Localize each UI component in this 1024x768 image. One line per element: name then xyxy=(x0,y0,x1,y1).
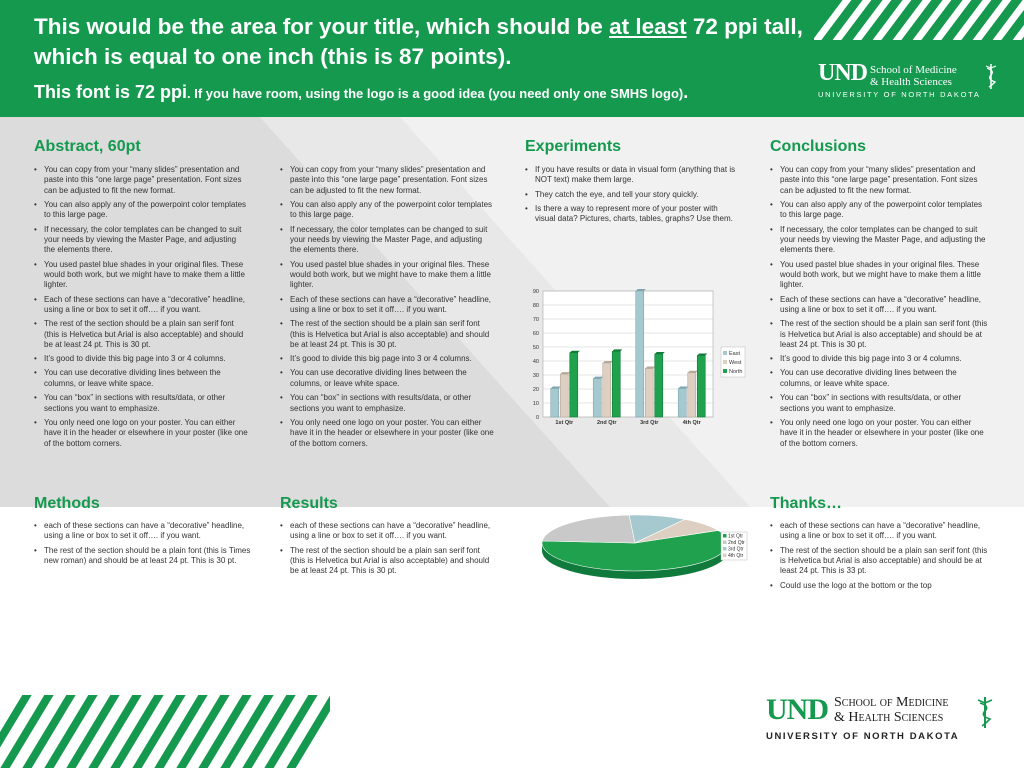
y-tick-label: 10 xyxy=(532,401,539,407)
list-item: • If you have results or data in visual form (anything that is NOT text) make them large. xyxy=(525,165,740,186)
list-item: • The rest of the section should be a plain san serif font (this is Helvetica but Arial is also acceptable) and should be at least 24 pt. This is 30 pt. xyxy=(280,319,495,350)
list-item: • They catch the eye, and tell your story quickly. xyxy=(525,190,740,200)
decorative-stripes-bottom xyxy=(0,695,330,768)
pie-chart xyxy=(535,505,775,595)
list-item: • The rest of the section should be a plain san serif font (this is Helvetica but Arial is also acceptable) and should be at least 24 pt. This is 33 pt. xyxy=(770,546,990,577)
list-item: • It’s good to divide this big page into 3 or 4 columns. xyxy=(280,354,495,364)
x-tick-label: 1st Qtr xyxy=(555,420,574,426)
list-item: • Could use the logo at the bottom or the top xyxy=(770,581,990,591)
legend-swatch xyxy=(723,541,727,545)
bar-top-face xyxy=(636,289,646,291)
conclusions-list xyxy=(770,165,990,453)
list-item: • You can “box” in sections with results/data, or other sections you want to emphasize. xyxy=(770,393,990,414)
y-tick-label: 0 xyxy=(535,415,539,421)
list-item: • You used pastel blue shades in your original files. These would both work, but we might have to make them a little lighter. xyxy=(280,260,495,291)
list-item: • The rest of the section should be a plain san serif font (this is Helvetica but Arial is also acceptable) and should be at least 24 pt. This is 30 pt. xyxy=(770,319,990,350)
list-item: • You can copy from your “many slides” presentation and paste into this “one large page” presentation. Font sizes can be adjusted to fit the new format. xyxy=(34,165,249,196)
list-item: • You can use decorative dividing lines between the columns, or leave white space. xyxy=(34,368,249,389)
bar-west xyxy=(560,374,568,417)
abstract-heading: Abstract, 60pt xyxy=(34,138,141,155)
bar-east xyxy=(593,379,601,417)
list-item: • Each of these sections can have a “decorative” headline, using a line or box to set it off…. if you want. xyxy=(280,295,495,316)
list-item: • You can copy from your “many slides” presentation and paste into this “one large page” presentation. Font sizes can be adjusted to fit the new format. xyxy=(280,165,495,196)
logo-line-2: & Health Sciences xyxy=(870,76,952,88)
legend-label: West xyxy=(729,360,742,366)
logo-university: UNIVERSITY OF NORTH DAKOTA xyxy=(818,90,981,99)
y-tick-label: 70 xyxy=(532,317,539,323)
bar-east xyxy=(551,388,559,417)
x-tick-label: 4th Qtr xyxy=(682,420,701,426)
y-tick-label: 90 xyxy=(532,289,539,295)
list-item: • If necessary, the color templates can be changed to suit your needs by viewing the Master Page, and adjusting the elements there. xyxy=(34,225,249,256)
caduceus-icon xyxy=(984,62,998,90)
bar-north xyxy=(697,356,705,417)
bar-north xyxy=(612,351,620,417)
conclusions-heading: Conclusions xyxy=(770,138,867,155)
methods-list xyxy=(34,521,254,570)
pie-slice xyxy=(542,515,635,543)
caduceus-icon xyxy=(976,695,994,729)
list-item: • You can use decorative dividing lines between the columns, or leave white space. xyxy=(770,368,990,389)
list-item: • You used pastel blue shades in your original files. These would both work, but we might have to make them a little lighter. xyxy=(770,260,990,291)
y-tick-label: 50 xyxy=(532,345,539,351)
y-tick-label: 80 xyxy=(532,303,539,309)
legend-swatch xyxy=(723,547,727,551)
legend-label: 1st Qtr xyxy=(728,533,744,540)
y-tick-label: 20 xyxy=(532,387,539,393)
poster-title: This would be the area for your title, which should be at least 72 ppi tall, which is equal to one inch (this is 87 points). xyxy=(34,14,803,69)
x-tick-label: 3rd Qtr xyxy=(640,420,659,426)
list-item: • You can copy from your “many slides” presentation and paste into this “one large page” presentation. Font sizes can be adjusted to fit the new format. xyxy=(770,165,990,196)
abstract-list xyxy=(34,165,249,453)
list-item: • You can “box” in sections with results/data, or other sections you want to emphasize. xyxy=(280,393,495,414)
list-item: • The rest of the section should be a plain san serif font (this is Helvetica but Arial is also acceptable) and should be at least 24 pt. This is 30 pt. xyxy=(34,319,249,350)
x-tick-label: 2nd Qtr xyxy=(596,420,617,426)
list-item: • Each of these sections can have a “decorative” headline, using a line or box to set it off…. if you want. xyxy=(770,295,990,316)
y-tick-label: 30 xyxy=(532,373,539,379)
list-item: • You used pastel blue shades in your original files. These would both work, but we might have to make them a little lighter. xyxy=(34,260,249,291)
legend-label: East xyxy=(729,351,741,357)
list-item: • You can also apply any of the powerpoint color templates to this large page. xyxy=(280,200,495,221)
list-item: • If necessary, the color templates can be changed to suit your needs by viewing the Master Page, and adjusting the elements there. xyxy=(280,225,495,256)
list-item: • You only need one logo on your poster. You can either have it in the header or elsewhere in your poster (like one of the bottom corners. xyxy=(770,418,990,449)
legend-label: 2nd Qtr xyxy=(728,540,745,546)
legend-swatch xyxy=(723,534,727,538)
list-item: • You can also apply any of the powerpoint color templates to this large page. xyxy=(34,200,249,221)
legend-label: North xyxy=(729,369,743,375)
list-item: • If necessary, the color templates can be changed to suit your needs by viewing the Master Page, and adjusting the elements there. xyxy=(770,225,990,256)
legend-swatch xyxy=(723,360,727,364)
header-banner xyxy=(0,0,1024,117)
bar-west xyxy=(603,363,611,417)
results-heading: Results xyxy=(280,495,338,512)
experiments-list xyxy=(525,165,740,228)
experiments-heading: Experiments xyxy=(525,138,622,155)
decorative-stripes-top xyxy=(814,0,1024,40)
thanks-list xyxy=(770,521,990,595)
title-underlined-text: at least xyxy=(609,14,687,39)
logo-line-2: & Health Sciences xyxy=(834,710,944,725)
bar-west xyxy=(645,369,653,417)
list-item: • each of these sections can have a “decorative” headline, using a line or box to set it off…. if you want. xyxy=(34,521,254,542)
legend-swatch xyxy=(723,554,727,558)
list-item: • Each of these sections can have a “decorative” headline, using a line or box to set it off…. if you want. xyxy=(34,295,249,316)
bar-north xyxy=(655,354,663,417)
poster-subtitle: This font is 72 ppi. If you have room, using the logo is a good idea (you need only one SMHS logo). xyxy=(34,82,689,102)
logo-line-1: School of Medicine xyxy=(870,64,957,76)
list-item: • You can use decorative dividing lines between the columns, or leave white space. xyxy=(280,368,495,389)
legend-label: 4th Qtr xyxy=(728,553,744,559)
und-wordmark: UND xyxy=(766,693,828,726)
legend-swatch xyxy=(723,369,727,373)
thanks-heading: Thanks… xyxy=(770,495,843,512)
list-item: • The rest of the section should be a plain san serif font (this is Helvetica but Arial is also acceptable) and should be at least 24 pt. This is 30 pt. xyxy=(280,546,495,577)
results-list xyxy=(280,521,495,581)
logo-line-1: School of Medicine xyxy=(834,695,949,710)
list-item: • It’s good to divide this big page into 3 or 4 columns. xyxy=(34,354,249,364)
column-2-list xyxy=(280,165,495,453)
list-item: • You only need one logo on your poster. You can either have it in the header or elsewhere in your poster (like one of the bottom corners. xyxy=(280,418,495,449)
list-item: • You only need one logo on your poster. You can either have it in the header or elsewhere in your poster (like one of the bottom corners. xyxy=(34,418,249,449)
y-tick-label: 60 xyxy=(532,331,539,337)
list-item: • Is there a way to represent more of your poster with visual data? Pictures, charts, tables, graphs? Use them. xyxy=(525,204,740,225)
bar-east xyxy=(636,291,644,417)
legend-label: 3rd Qtr xyxy=(728,546,744,553)
list-item: • each of these sections can have a “decorative” headline, using a line or box to set it off…. if you want. xyxy=(770,521,990,542)
list-item: • You can “box” in sections with results/data, or other sections you want to emphasize. xyxy=(34,393,249,414)
list-item: • It’s good to divide this big page into 3 or 4 columns. xyxy=(770,354,990,364)
y-tick-label: 40 xyxy=(532,359,539,365)
und-wordmark: UND xyxy=(818,60,867,86)
methods-heading: Methods xyxy=(34,495,100,512)
smhs-logo-header xyxy=(818,60,998,102)
smhs-logo-footer xyxy=(766,693,996,743)
list-item: • each of these sections can have a “decorative” headline, using a line or box to set it off…. if you want. xyxy=(280,521,495,542)
list-item: • You can also apply any of the powerpoint color templates to this large page. xyxy=(770,200,990,221)
list-item: • The rest of the section should be a plain font (this is Times new roman) and should be at least 24 pt. This is 30 pt. xyxy=(34,546,254,567)
bar-west xyxy=(688,373,696,417)
logo-university: UNIVERSITY OF NORTH DAKOTA xyxy=(766,731,960,742)
legend-swatch xyxy=(723,351,727,355)
bar-north xyxy=(570,353,578,417)
bar-chart xyxy=(525,285,760,430)
bar-east xyxy=(678,388,686,417)
